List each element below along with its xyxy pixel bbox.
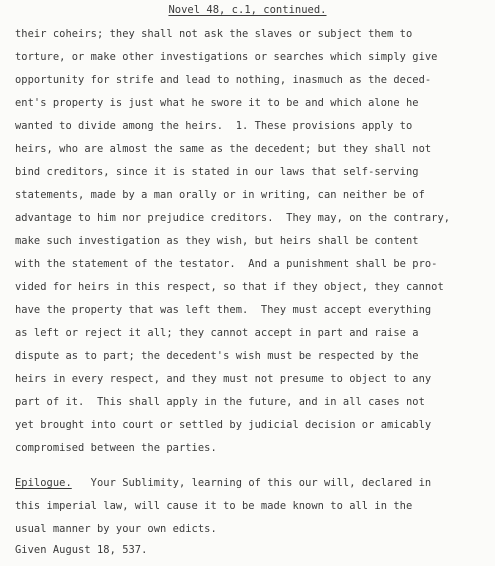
epilogue-first-line (15, 476, 485, 490)
page-heading (0, 3, 495, 17)
epilogue-line: this imperial law, will cause it to be made known to all in the (15, 500, 413, 512)
body-line: advantage to him nor prejudice creditors. They may, on the contrary, (15, 212, 451, 224)
body-line: have the property that was left them. They must accept everything (15, 304, 432, 316)
body-line: statements, made by a man orally or in writing, can neither be of (15, 189, 425, 201)
epilogue-line: usual manner by your own edicts. (15, 523, 217, 535)
date-line: Given August 18, 537. (15, 544, 148, 556)
body-line: dispute as to part; the decedent's wish must be respected by the (15, 350, 419, 362)
body-line: part of it. This shall apply in the future, and in all cases not (15, 396, 425, 408)
body-line: vided for heirs in this respect, so that if they object, they cannot (15, 281, 444, 293)
body-line: yet brought into court or settled by judicial decision or amicably (15, 419, 432, 431)
body-line: compromised between the parties. (15, 442, 217, 454)
body-line: heirs in every respect, and they must not presume to object to any (15, 373, 432, 385)
body-line: their coheirs; they shall not ask the slaves or subject them to (15, 28, 413, 40)
body-line: ent's property is just what he swore it to be and which alone he (15, 97, 419, 109)
body-line: bind creditors, since it is stated in our laws that self-serving (15, 166, 419, 178)
epilogue-text: Your Sublimity, learning of this our will, declared in (71, 477, 432, 489)
body-line: as left or reject it all; they cannot accept in part and raise a (15, 327, 419, 339)
heading-text: Novel 48, c.1, continued. (168, 4, 327, 16)
body-line: make such investigation as they wish, but heirs shall be content (15, 235, 419, 247)
body-line: torture, or make other investigations or searches which simply give (15, 51, 438, 63)
body-line: opportunity for strife and lead to nothing, inasmuch as the deced- (15, 74, 432, 86)
body-line: heirs, who are almost the same as the decedent; but they shall not (15, 143, 432, 155)
body-line: with the statement of the testator. And a punishment shall be pro- (15, 258, 438, 270)
body-line: wanted to divide among the heirs. 1. These provisions apply to (15, 120, 413, 132)
epilogue-label: Epilogue. (15, 477, 72, 489)
